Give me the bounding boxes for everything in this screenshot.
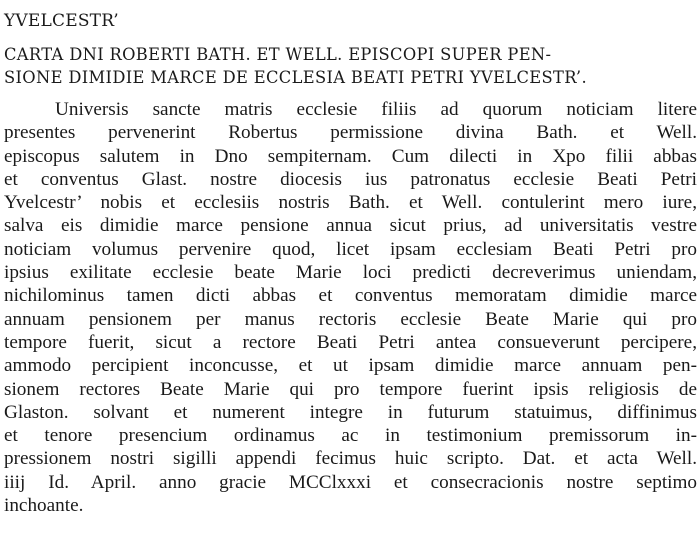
body-line: nichilominus tamen dicti abbas et conventus memoratam dimidie marce — [4, 285, 697, 307]
body-line: ammodo percipient inconcusse, et ut ipsam dimidie marce annuam pen- — [4, 355, 697, 377]
charter-title-line: SIONE DIMIDIE MARCE DE ECCLESIA BEATI PETRI YVELCESTR’. — [4, 68, 587, 87]
body-line: iiij Id. April. anno gracie MCClxxxi et consecracionis nostre septimo — [4, 471, 697, 493]
body-line: salva eis dimidie marce pensione annua sicut prius, ad universitatis vestre — [4, 215, 697, 237]
body-line: presentes pervenerint Robertus permissione divina Bath. et Well. — [4, 122, 697, 144]
body-line: pressionem nostri sigilli appendi fecimus huic scripto. Dat. et acta Well. — [4, 448, 697, 470]
charter-title — [4, 43, 698, 89]
body-line: annuam pensionem per manus rectoris ecclesie Beate Marie qui pro — [4, 308, 697, 330]
body-line: sionem rectores Beate Marie qui pro tempore fuerint ipsis religiosis de — [4, 378, 697, 400]
body-line: Universis sancte matris ecclesie filiis ad quorum noticiam litere — [55, 99, 697, 120]
charter-body — [4, 98, 697, 517]
body-line: Yvelcestr’ nobis et ecclesiis nostris Bath. et Well. contulerint mero iure, — [4, 192, 697, 214]
body-line: et conventus Glast. nostre diocesis ius patronatus ecclesie Beati Petri — [4, 168, 697, 190]
charter-place-heading: YVELCESTR’ — [4, 11, 119, 31]
body-line: episcopus salutem in Dno sempiternam. Cum dilecti in Xpo filii abbas — [4, 145, 697, 167]
body-line: tempore fuerit, sicut a rectore Beati Petri antea consueverunt percipere, — [4, 331, 697, 353]
charter-title-line: CARTA DNI ROBERTI BATH. ET WELL. EPISCOPI SUPER PEN- — [4, 45, 552, 64]
body-line: inchoante. — [4, 495, 84, 517]
body-line: noticiam volumus pervenire quod, licet ipsam ecclesiam Beati Petri pro — [4, 238, 697, 260]
body-line: Glaston. solvant et numerent integre in futurum statuimus, diffinimus — [4, 401, 697, 423]
body-line: ipsius exilitate ecclesie beate Marie loci predicti decreverimus uniendam, — [4, 262, 697, 284]
body-line: et tenore presencium ordinamus ac in testimonium premissorum in- — [4, 425, 697, 447]
